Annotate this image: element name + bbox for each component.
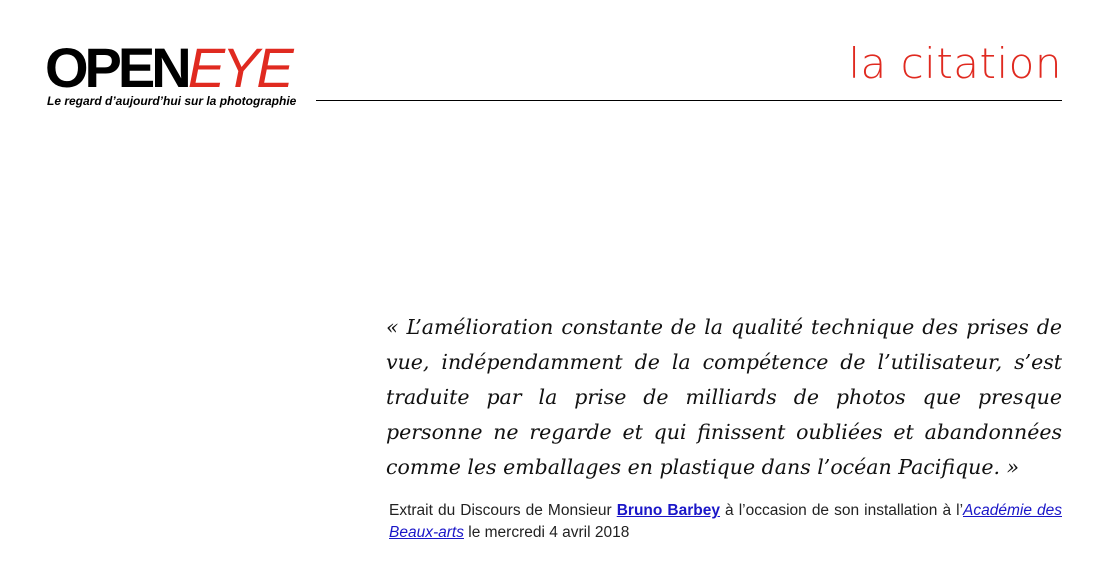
source-suffix: le mercredi 4 avril 2018 bbox=[463, 524, 630, 541]
page-title: la citation bbox=[848, 39, 1062, 88]
header-divider bbox=[316, 100, 1062, 101]
logo-eye-text: EYE bbox=[187, 36, 291, 99]
source-prefix: Extrait du Discours de Monsieur bbox=[389, 502, 617, 519]
source-middle: à l’occasion de son installation à l’ bbox=[719, 502, 964, 519]
quote-text: « L’amélioration constante de la qualité technique des prises de vue, indépendamment de la compétence de l’utilisateur, s’est traduite par la prise de milliards de photos que presque personne ne regarde et qui finissent oubliées et abandonnées comme les emballages en plastique dans l’océan Pacifique. » bbox=[386, 315, 1062, 479]
academy-link[interactable]: Académie des Beaux-arts bbox=[389, 502, 1062, 541]
quote-source bbox=[389, 500, 1062, 544]
logo-open-text: OPEN bbox=[45, 36, 188, 99]
author-link[interactable]: Bruno Barbey bbox=[616, 502, 720, 519]
logo-tagline: Le regard d’aujourd’hui sur la photographie bbox=[47, 94, 297, 108]
